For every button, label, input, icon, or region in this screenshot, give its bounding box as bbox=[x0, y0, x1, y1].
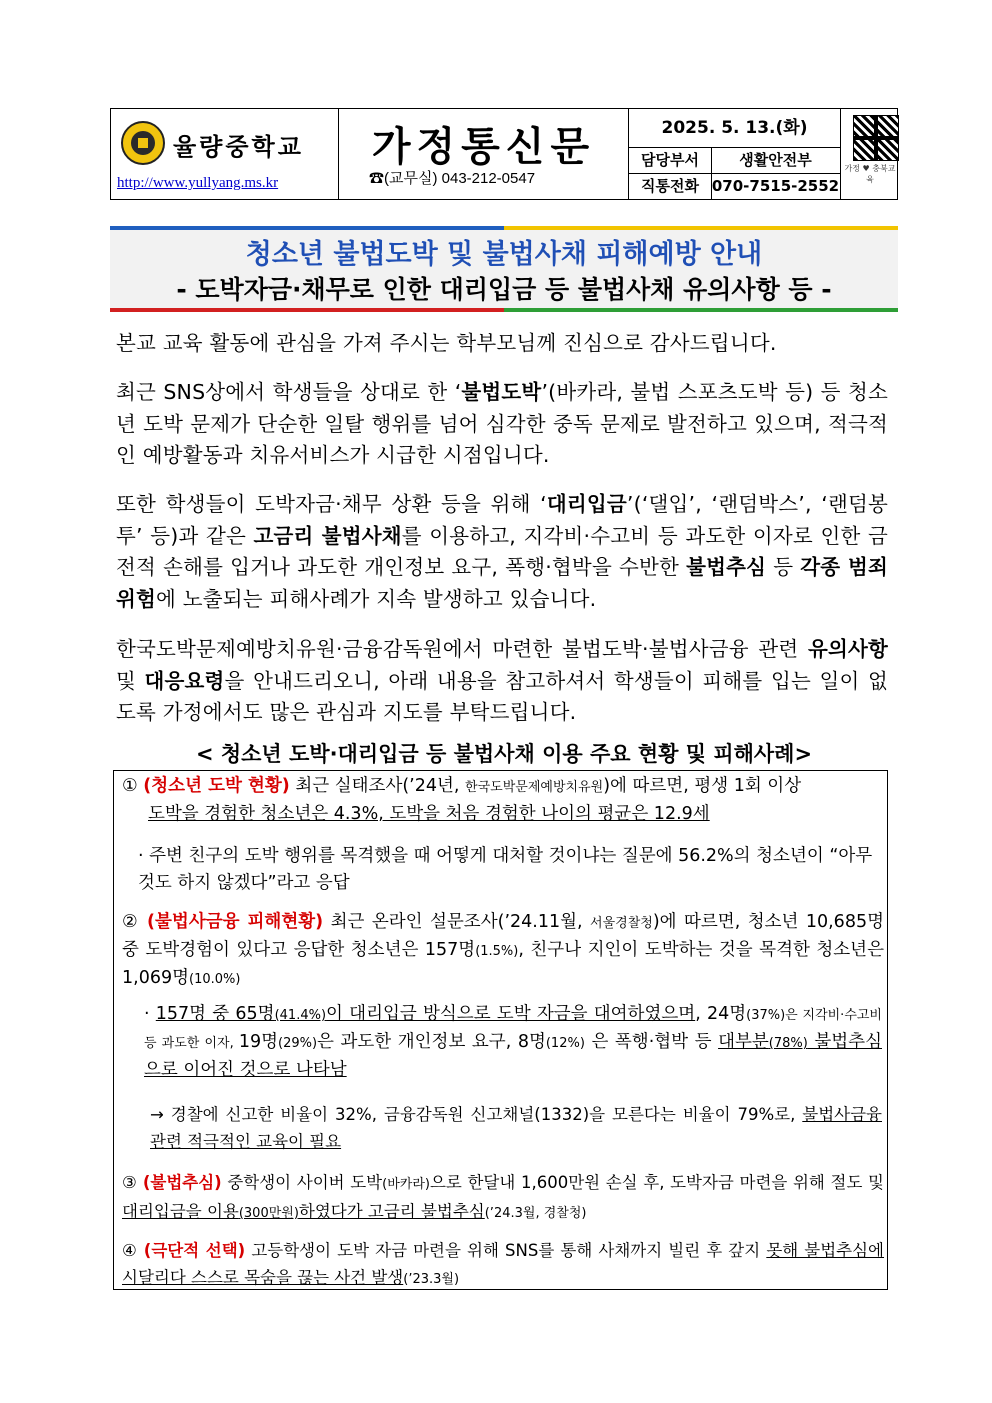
dept-value: 생활안전부 bbox=[739, 151, 812, 169]
text: 으로 한달내 1,600만원 손실 후, 도박자금 마련을 위해 절도 및 bbox=[429, 1173, 884, 1192]
qr-area bbox=[841, 109, 897, 199]
bold-text: 대리입금 bbox=[546, 492, 627, 516]
underlined-text: 157명 중 65명 bbox=[155, 1004, 275, 1024]
school-logo-area bbox=[111, 109, 339, 199]
banner-bar-blue bbox=[110, 226, 504, 230]
text: 중학생이 사이버 도박 bbox=[221, 1173, 383, 1192]
case-item-2 bbox=[122, 909, 884, 993]
title-banner bbox=[110, 226, 898, 312]
bold-text: 대응요령 bbox=[144, 668, 225, 693]
source-text: (’24.3월, 경찰청) bbox=[484, 1206, 587, 1221]
dept-label: 담당부서 bbox=[629, 147, 712, 173]
newsletter-header bbox=[110, 108, 898, 200]
bullet-text: · 주변 친구의 도박 행위를 목격했을 때 어떻게 대처할 것이냐는 질문에 56.2%의 청소년이 “아무것도 하지 않겠다”라고 응답 bbox=[138, 846, 873, 893]
text: 최근 SNS상에서 학생들을 상대로 한 ‘ bbox=[116, 380, 462, 404]
banner-bar-red bbox=[110, 308, 504, 312]
underlined-text: 대부분 bbox=[718, 1032, 769, 1052]
bold-text: 불법추심 bbox=[686, 555, 767, 579]
dept-row bbox=[629, 147, 840, 174]
underlined-text: 이 대리입금 방식으로 도박 자금을 대여하였으며 bbox=[326, 1004, 696, 1024]
item-number: ② bbox=[122, 912, 140, 932]
item-heading: (불법추심) bbox=[142, 1173, 222, 1192]
tel-label: 직통전화 bbox=[629, 173, 712, 199]
percent-text: (12%) bbox=[545, 1036, 585, 1051]
bold-text: 고금리 불법사채 bbox=[253, 523, 402, 548]
item-number: ④ bbox=[122, 1241, 138, 1260]
paragraph-gambling bbox=[116, 377, 888, 472]
text: 등 bbox=[766, 555, 801, 579]
school-url-link[interactable]: http://www.yullyang.ms.kr bbox=[117, 175, 279, 191]
banner-subtitle: - 도박자금·채무로 인한 대리입금 등 불법사채 유의사항 등 - bbox=[176, 275, 832, 304]
case-item-3 bbox=[122, 1169, 884, 1227]
item-heading: (청소년 도박 현황) bbox=[143, 776, 290, 796]
bold-text: 유의사항 bbox=[807, 637, 888, 661]
percent-text: (41.4%) bbox=[274, 1008, 327, 1023]
percent-text: (29%) bbox=[278, 1036, 318, 1051]
info-area bbox=[629, 109, 841, 199]
case-item-1-bullet bbox=[138, 843, 884, 897]
item-number: ③ bbox=[122, 1173, 138, 1192]
banner-bar-yellow bbox=[504, 226, 898, 230]
text: 은 과도한 개인정보 요구, 8명 bbox=[317, 1032, 546, 1052]
case-item-1 bbox=[122, 773, 882, 828]
bold-text: 각종 범죄위험 bbox=[116, 555, 888, 611]
underlined-text: 못해 불법추심에 시달리다 스스로 목숨을 끊는 사건 발생 bbox=[122, 1241, 885, 1287]
small-text: (300만원) bbox=[238, 1206, 299, 1221]
paragraph-request bbox=[116, 634, 888, 729]
underlined-text: 도박을 경험한 청소년은 4.3%, 도박을 처음 경험한 나이의 평균은 12.9세 bbox=[148, 804, 710, 824]
source-text: 한국도박문제예방치유원 bbox=[465, 780, 604, 795]
cases-box bbox=[113, 770, 888, 1290]
bold-text: 불법도박 bbox=[461, 380, 542, 404]
banner-bar-green bbox=[504, 308, 898, 312]
text: 19명 bbox=[238, 1032, 278, 1052]
percent-text: (78%) bbox=[768, 1036, 808, 1051]
percent-text: (1.5%) bbox=[475, 944, 519, 959]
school-emblem-icon bbox=[121, 121, 165, 165]
text: )에 따르면, 청소년 10,685명 중 도박경험이 있다고 응답한 청소년은 157명 bbox=[122, 912, 884, 960]
case-item-2-arrow bbox=[150, 1101, 882, 1155]
tel-value: 070-7515-2552 bbox=[711, 177, 840, 195]
source-text: 서울경찰청 bbox=[590, 916, 653, 931]
paragraph-greeting bbox=[116, 328, 888, 360]
newsletter-title: 가정통신문 bbox=[371, 123, 596, 170]
text: 최근 온라인 설문조사(’24.11월, bbox=[323, 912, 591, 932]
banner-title: 청소년 불법도박 및 불법사채 피해예방 안내 bbox=[245, 239, 763, 270]
greeting-text: 본교 교육 활동에 관심을 가져 주시는 학부모님께 진심으로 감사드립니다. bbox=[116, 331, 777, 355]
school-name: 율량중학교 bbox=[173, 133, 304, 161]
text: 한국도박문제예방치유원·금융감독원에서 마련한 불법도박·불법사금융 관련 bbox=[116, 637, 808, 661]
text: , 친구나 지인이 도박하는 것을 목격한 청소년은 1,069명 bbox=[122, 940, 884, 988]
text: , 24명 bbox=[695, 1004, 747, 1024]
small-text: (37%)은 지각비·수고비 등 과도한 이자, bbox=[144, 1008, 882, 1051]
item-heading: (불법사금융 피해현황) bbox=[147, 912, 324, 932]
qr-code-icon[interactable] bbox=[853, 115, 899, 161]
arrow-text: → 경찰에 신고한 비율이 32%, 금융감독원 신고채널(1332)을 모른다는 비율이 79%로, bbox=[150, 1105, 803, 1124]
underlined-text: 하였다가 고금리 불법추심 bbox=[298, 1202, 485, 1221]
text: ’(바카라, 불법 스포츠도박 등) 등 청소년 도박 문제가 단순한 일탈 행위를 넘어 심각한 중독 문제로 발전하고 있으며, 적극적인 예방활동과 치유서비스가 시급한 시점입니다. bbox=[116, 380, 889, 467]
office-phone: ☎(교무실) 043-212-0547 bbox=[369, 170, 536, 187]
percent-text: (10.0%) bbox=[189, 972, 241, 987]
text: 은 폭행·협박 등 bbox=[584, 1032, 719, 1052]
text: 최근 실태조사(’24년, bbox=[289, 776, 466, 796]
issue-date: 2025. 5. 13.(화) bbox=[629, 109, 840, 148]
qr-caption: 가정 ♥ 충북교육 bbox=[844, 164, 896, 184]
text: )에 따르면, 평생 1회 이상 bbox=[603, 776, 802, 796]
case-item-4 bbox=[122, 1237, 884, 1293]
text: ’(‘댈입’, ‘랜덤박스’, ‘랜덤봉투’ 등)과 같은 bbox=[116, 492, 888, 548]
title-area bbox=[339, 109, 629, 199]
item-heading: (극단적 선택) bbox=[143, 1241, 246, 1260]
text: 고등학생이 도박 자금 마련을 위해 SNS를 통해 사채까지 빌린 후 갚지 bbox=[245, 1241, 767, 1260]
case-item-2-bullet: · 157명 중 65명(41.4%)이 대리입금 방식으로 도박 자금을 대여하였으며, 24명(37%)은 지각비·수고비 등 과도한 이자, 19명(29%)은 과도한 개인정보 요구, 8명(12%) 은 폭행·협박 등 대부분(78%) 불법추심으로 이어진 것으로 나타남 bbox=[144, 1004, 882, 1080]
text: 을 안내드리오니, 아래 내용을 참고하셔서 학생들이 피해를 입는 일이 없도록 가정에서도 많은 관심과 지도를 부탁드립니다. bbox=[116, 668, 888, 724]
text: 에 노출되는 피해사례가 지속 발생하고 있습니다. bbox=[156, 586, 597, 611]
section-title: < 청소년 도박·대리입금 등 불법사채 이용 주요 현황 및 피해사례> bbox=[195, 742, 813, 766]
paragraph-proxy-deposit bbox=[116, 489, 888, 615]
underlined-text: 불법사금융 관련 적극적인 교육이 필요 bbox=[150, 1105, 882, 1151]
tel-row bbox=[629, 173, 840, 199]
small-text: (바카라) bbox=[382, 1177, 430, 1192]
underlined-text: 불법추심으로 이어진 것으로 나타남 bbox=[144, 1032, 882, 1080]
item-number: ① bbox=[122, 776, 138, 796]
text: 를 이용하고, 지각비·수고비 등 과도한 이자로 인한 금전적 손해를 입거나 과도한 개인정보 요구, 폭행·협박을 수반한 bbox=[116, 523, 889, 579]
text: 및 bbox=[116, 668, 145, 693]
underlined-text: 대리입금을 이용 bbox=[122, 1202, 239, 1221]
source-text: (’23.3월) bbox=[403, 1272, 460, 1287]
text: 또한 학생들이 도박자금·채무 상환 등을 위해 ‘ bbox=[116, 492, 547, 516]
